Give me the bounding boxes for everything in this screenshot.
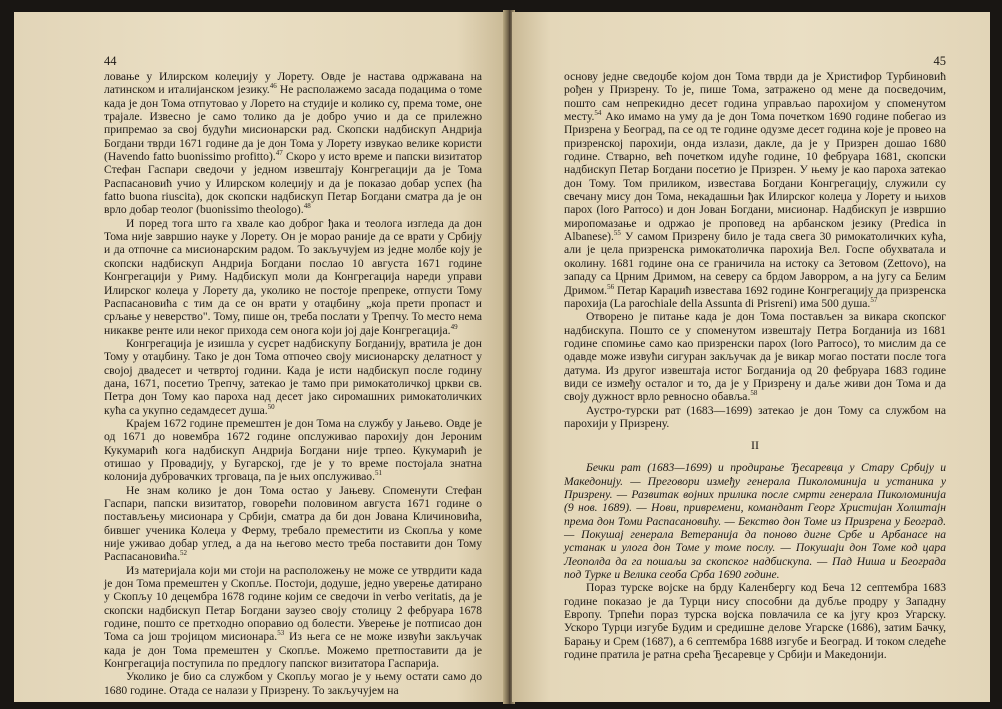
paragraph: Крајем 1672 године премештен је дон Тома на службу у Јањево. Овде је од 1671 до новембра 1672 године опслуживао парохију дон Јероним Кукумарић кога надбискуп Андрија Богдани није трпео. Кукумарић је отишао у Провадију, у Бугарској, где је у то време постојала знатна колонија дубровачких трговаца, па је њих опслуживао.$^{51}$: [104, 416, 482, 484]
paragraph: Конгрегација је изишла у сусрет надбискупу Богданију, вратила је дон Тому у отаџбину. Тако је дон Тома отпочео своју мисионарску делатност у својој двадесет и четвртој години. Када је исти надбискуп после годину дана, 1671, посетио Трепчу, затекао је тамо при римокатоличкој цркви св. Петра дон Тому као пароха над десет јако сиромашних римокатоличких кућа са укупно седамдесет душа.$^{50}$: [104, 336, 482, 417]
footnote-marker: 46: [269, 82, 277, 91]
footnote-marker: 57: [870, 295, 878, 304]
paragraph: Отворено је питање када је дон Тома постављен за викара скопског надбискупа. Пошто се у споменутом извештају Петра Богданија из 1681 године спомиње само као призренски парох (loro Parroco), то мислим да се одавде може извући сигуран закључак да је викар могао постати после тога датума. Из другог извештаја истог Богданија од 20 фебруара 1683 године види се између осталог и то, да је у Призрену и даље живи дон Тома и да своју дужност врло ревносно обавља.$^{58}$: [564, 310, 946, 404]
paragraph: И поред тога што га хвале као доброг ђака и теолога изгледа да дон Тома није завршио науке у Лорету. Он је морао раније да се врати у Србију и да отпочне са мисионарским радом. То закључујем из једне молбе коју је скопски надбискуп Андрија Богдани послао 10 августа 1671 године Конгрегацији у Риму. Надбискуп моли да Конгрегација нареди управи Илирског колеџа у Лорету да, уколико не постоје препреке, отпусти Тому Распасановића с тим да се он врати у отаџбину „која прети пропаст и срљање у неверство". Тому, пише он, треба послати у Трепчу. То место нема никакве ренте или неког прихода сем онога који јој даје Конгрегација.$^{49}$: [104, 216, 482, 337]
footnote-marker: 47: [275, 149, 283, 158]
footnote-marker: 55: [613, 229, 621, 238]
right-page-text: [564, 70, 946, 661]
footnote-marker: 53: [277, 629, 285, 638]
right-page-number: 45: [933, 54, 946, 68]
footnote-marker: 51: [374, 469, 382, 478]
paragraph: ловање у Илирском колеџију у Лорету. Овде је настава одржавана на латинском и италијанском језику.$^{46}$ Не располажемо засада подацима о томе када је дон Тома отпутовао у Лорето на студије и колико су, према томе, оне трајале. Извесно је само толико да је добро учио и да се прилежно припремао за свој будући мисионарски рад. Скопски надбискуп Андрија Богдани тврди 1671 године да је дон Тома у Лорету извукао велике користи (Havendo fatto buonissimo profitto).$^{47}$ Скоро у исто време и папски визитатор Стефан Гаспари сведочи у једном извештају Конгрегацији да је Тома Распасановић учио у Илирском колеџију и да је показао добар успех (ha fatto buona riuscita), док скопски надбискуп Петар Богдани сматра да је он врло добар теолог (buonissimo theologo).$^{48}$: [104, 70, 482, 217]
footnote-marker: 54: [594, 109, 602, 118]
footnote-marker: 58: [750, 389, 758, 398]
paragraph: Уколико је био са службом у Скопљу могао је у њему остати само до 1680 године. Отада се налази у Призрену. То закључујем на: [104, 670, 482, 697]
paragraph: Не знам колико је дон Тома остао у Јањеву. Споменути Стефан Гаспари, папски визитатор, говорећи половином августа 1671 године о постављењу мисионара у Србији, сматра да би дон Јована Кличиновића, бившег ученика Колеџа у Ферму, требало преместити из Скопља у коме није уживао добар углед, а да на његово место треба поставити дон Тому Распасановића.$^{52}$: [104, 483, 482, 564]
section-number: II: [751, 438, 759, 453]
left-page-number: 44: [104, 54, 117, 68]
section-summary: Бечки рат (1683—1699) и продирање Ђесаревца у Стару Србију и Македонију. — Преговори између генерала Пиколоминија и устаника у Призрену. — Развитак војних прилика после смрти генерала Пиколоминија (9 нов. 1689). — Нови, привремени, командант Георг Христијан Холштајн према дон Томи Распасановићу. — Бекство дон Томе из Призрена у Београд. — Покушај генерала Ветеранија да поново дигне Србе и Арбанасе на устанак и улога дон Томе у томе послу. — Покушаји дон Томе код цара Леополда да га пошаљи за скопског надбискупа. — Пад Ниша и Београда под Турке и Велика сеоба Срба 1690 године.: [564, 461, 946, 582]
paragraph: Аустро-турски рат (1683—1699) затекао је дон Тому са службом на парохији у Призрену.: [564, 403, 946, 430]
footnote-marker: 52: [180, 549, 188, 558]
footnote-marker: 49: [450, 322, 458, 331]
footnote-marker: 50: [267, 402, 275, 411]
footnote-marker: 56: [607, 282, 615, 291]
right-page: [512, 12, 990, 702]
paragraph: основу једне сведоџбе коjом дон Тома тврди да је Христифор Турбиновић рођен у Призрену. То је, пише Тома, затражено од мене да посведочим, пошто сам непрекидно десет година управљао парохијом у споменутом месту.$^{54}$ Ако имамо на уму да је дон Тома почетком 1690 године побегао из Призрена у Београд, па се од те године одузме десет година које је провео на призренској парохији, онда излази, дакле, да је у Призрен дошао 1680 године. Стварно, већ почетком идуће године, 10 фебруара 1681, скопски надбискуп Петар Богдани посетио је Призрен. У њему је као пароха затекао дон Тому. Том приликом, известава Богдани Конгрегацију, служили су свечану мису дон Тома, некадашњи ђак Илирског колеџа у Лорету и њихов парох (loro Parroco) и дон Јован Богдани, мисионар. Надбискуп је извршио миропомазање и одржао је проповед на арбанском језику (Predica in Albanese).$^{55}$ У самом Призрену било је тада свега 30 римокатоличких кућа, али је цела призренска римокатоличка парохија Вел. Госпе обухватала и околину. 1681 године она се граничила на истоку са Зетовом (Zettovo), на западу са Црним Дримом, на северу са брдом Јаворром, а на југу са Белим Дримом.$^{56}$ Петар Караџић известава 1692 године Конгрегацију да призренска парохија (La parochiale della Assunta di Prisreni) има 500 душа.$^{57}$: [564, 70, 946, 310]
paragraph: Пораз турске војске на брду Каленбергу код Беча 12 септембра 1683 године показао је да Турци нису способни да дубље продру у Западну Европу. Трпећи пораз турска војска повлачила се ка југу кроз Угарску. Ускоро Турци изгубе Будим и средишне делове Угарске (1686), затим Бачку, Барању и Срем (1687), а 6 септембра 1688 изгубе и Београд. И током следеће године пратила је ратна срећа Ђесаревце у Србији и Македонији.: [564, 581, 946, 662]
footnote-marker: 48: [303, 202, 311, 211]
left-page-text: [104, 70, 482, 697]
paragraph: Из материјала који ми стоји на расположењу не може се утврдити када је дон Тома премештен у Скопље. Постоји, додуше, једно уверење датирано у Скопљу 10 децембра 1678 године којим се сведочи in verbo veritatis, да је скопски надбискуп Петар Богдани заузео своју столицу 2 фебруара 1678 године, пошто се претходно опоравио од болести. Уверење је потписао дон Тома са још тројицом мисионара.$^{53}$ Из њега се не може извући закључак када је дон Тома премештен у Скопље. Можемо претпоставити да је Конгрегација поступила по предлогу папског визитатора Гаспарија.: [104, 563, 482, 671]
left-page: [14, 12, 506, 702]
